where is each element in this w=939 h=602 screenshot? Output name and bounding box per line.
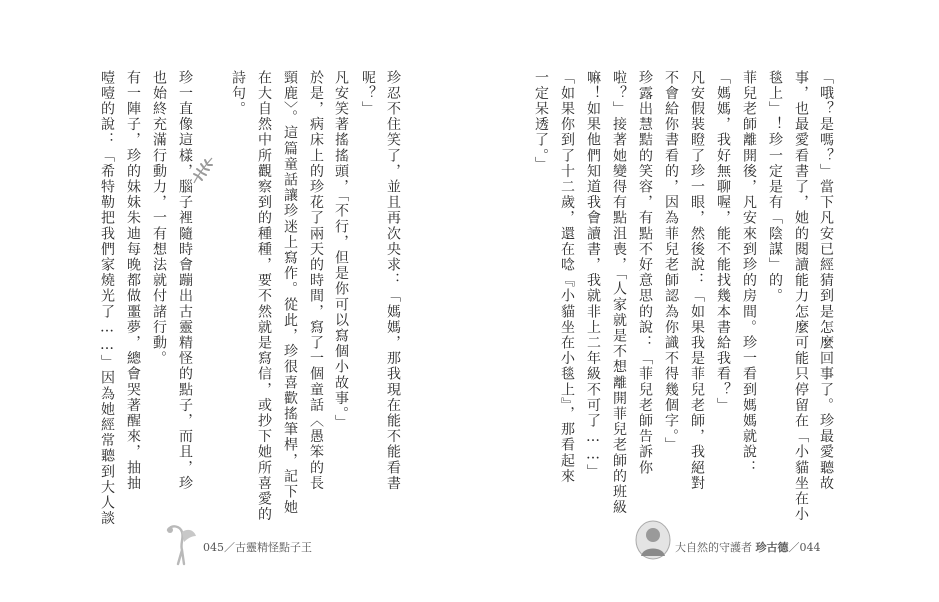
left-col-3: 凡安笑著搖搖頭，「不行，但是你可以寫個小故事。」 — [333, 70, 349, 431]
left-footer-separator: ／ — [224, 541, 235, 554]
right-col-1: 「哦？是嗎？」當下凡安已經猜到是怎麼回事了。珍最愛聽故 — [818, 70, 834, 492]
fern-leaf-icon — [190, 155, 216, 185]
left-page-number: 045 — [203, 541, 224, 554]
right-page — [470, 0, 939, 602]
left-col-10: 有一陣子，珍的妹妹朱迪每晚都做噩夢，總會哭著醒來，抽抽 — [125, 70, 141, 492]
left-footer-title: 古靈精怪點子王 — [235, 541, 312, 554]
left-footer — [203, 539, 312, 555]
right-footer — [675, 539, 821, 555]
left-col-4: 於是，病床上的珍花了兩天的時間，寫了一個童話〈愚笨的長 — [308, 70, 324, 492]
left-col-5: 頸鹿〉。這篇童話讓珍迷上寫作。從此，珍很喜歡搖筆桿，記下她 — [282, 70, 298, 516]
bird-silhouette-icon — [162, 520, 202, 568]
left-col-7: 詩句。 — [230, 70, 246, 117]
right-col-4: 菲兒老師離開後，凡安來到珍的房間。珍一看到媽媽就說： — [741, 70, 757, 476]
right-col-9: 啦？」接著她變得有點沮喪，「人家就是不想離開菲兒老師的班級 — [611, 70, 627, 516]
left-col-11: 噎噎的說：「希特勒把我們家燒光了……」因為她經常聽到大人談 — [99, 70, 115, 527]
right-col-10: 嘛！如果他們知道我會讀書，我就非上二年級不可了……」 — [585, 70, 601, 480]
left-col-9: 也始終充滿行動力，一有想法就付諸行動。 — [151, 70, 167, 367]
right-footer-separator: ／ — [788, 541, 800, 554]
left-col-2: 呢？」 — [360, 70, 376, 117]
right-col-6: 凡安假裝瞪了珍一眼，然後說：「如果我是菲兒老師，我絕對 — [689, 70, 705, 492]
right-col-3: 毯上」！珍一定是有「陰謀」的。 — [767, 70, 783, 304]
left-col-6: 在大自然中所觀察到的種種，要不然就是寫信，或抄下她所喜愛的 — [256, 70, 272, 523]
right-col-5: 「媽媽，我好無聊喔，能不能找幾本書給我看？」 — [715, 70, 731, 414]
right-col-2: 事，也最愛看書了，她的閱讀能力怎麼可能只停留在「小貓坐在小 — [793, 70, 809, 523]
right-footer-series: 大自然的守護者 — [675, 541, 752, 554]
right-page-number: 044 — [799, 541, 821, 554]
right-col-8: 珍露出慧黠的笑容，有點不好意思的說：「菲兒老師告訴你 — [637, 70, 653, 476]
right-col-11: 「如果你到了十二歲，還在唸『小貓坐在小毯上』，那看起來 — [559, 70, 575, 485]
portrait-stamp-icon — [635, 520, 671, 560]
right-footer-name: 珍古德 — [755, 541, 789, 554]
right-col-7: 不會給你書看的，因為菲兒老師認為你識不得幾個字。」 — [663, 70, 679, 453]
left-col-1: 珍忍不住笑了，並且再次央求：「媽媽，那我現在能不能看書 — [385, 70, 401, 492]
right-col-12: 一定呆透了。」 — [533, 70, 549, 173]
left-col-8: 珍一直像這樣，腦子裡隨時會蹦出古靈精怪的點子，而且，珍 — [177, 70, 193, 492]
